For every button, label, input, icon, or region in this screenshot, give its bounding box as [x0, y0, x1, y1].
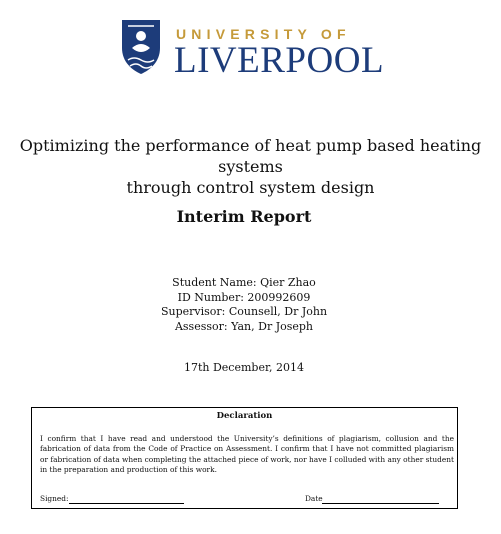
date-label: Date [305, 494, 323, 503]
declaration-body: I confirm that I have read and understood the University’s definitions of plagiarism, collusion and the fabrication of data from the Code of Practice on Assessment. I confirm that I have not committed plagiarism or fabrication of data when completing the attached piece of work, nor have I colluded with any other student in the preparation and production of this work. [40, 434, 454, 474]
document-title [0, 135, 501, 198]
declaration-title: Declaration [216, 411, 273, 421]
id-number: ID Number: 200992609 [177, 290, 311, 304]
signed-label: Signed: [40, 494, 69, 503]
logo-liverpool: LIVERPOOL [174, 40, 385, 81]
student-name: Student Name: Qier Zhao [172, 276, 316, 289]
supervisor: Supervisor: Counsell, Dr John [160, 305, 328, 318]
date-line [322, 503, 439, 504]
university-logo [120, 18, 385, 88]
declaration-box [31, 407, 458, 509]
signature-line [69, 503, 184, 504]
logo-university-of: UNIVERSITY OF [176, 26, 351, 42]
report-type: Interim Report [176, 207, 312, 226]
title-line-1: Optimizing the performance of heat pump based heating systems [19, 136, 482, 176]
university-crest-icon [120, 18, 162, 76]
submission-date: 17th December, 2014 [183, 361, 305, 374]
student-details [0, 276, 488, 334]
assessor: Assessor: Yan, Dr Joseph [174, 319, 314, 333]
title-line-2: through control system design [126, 178, 375, 197]
